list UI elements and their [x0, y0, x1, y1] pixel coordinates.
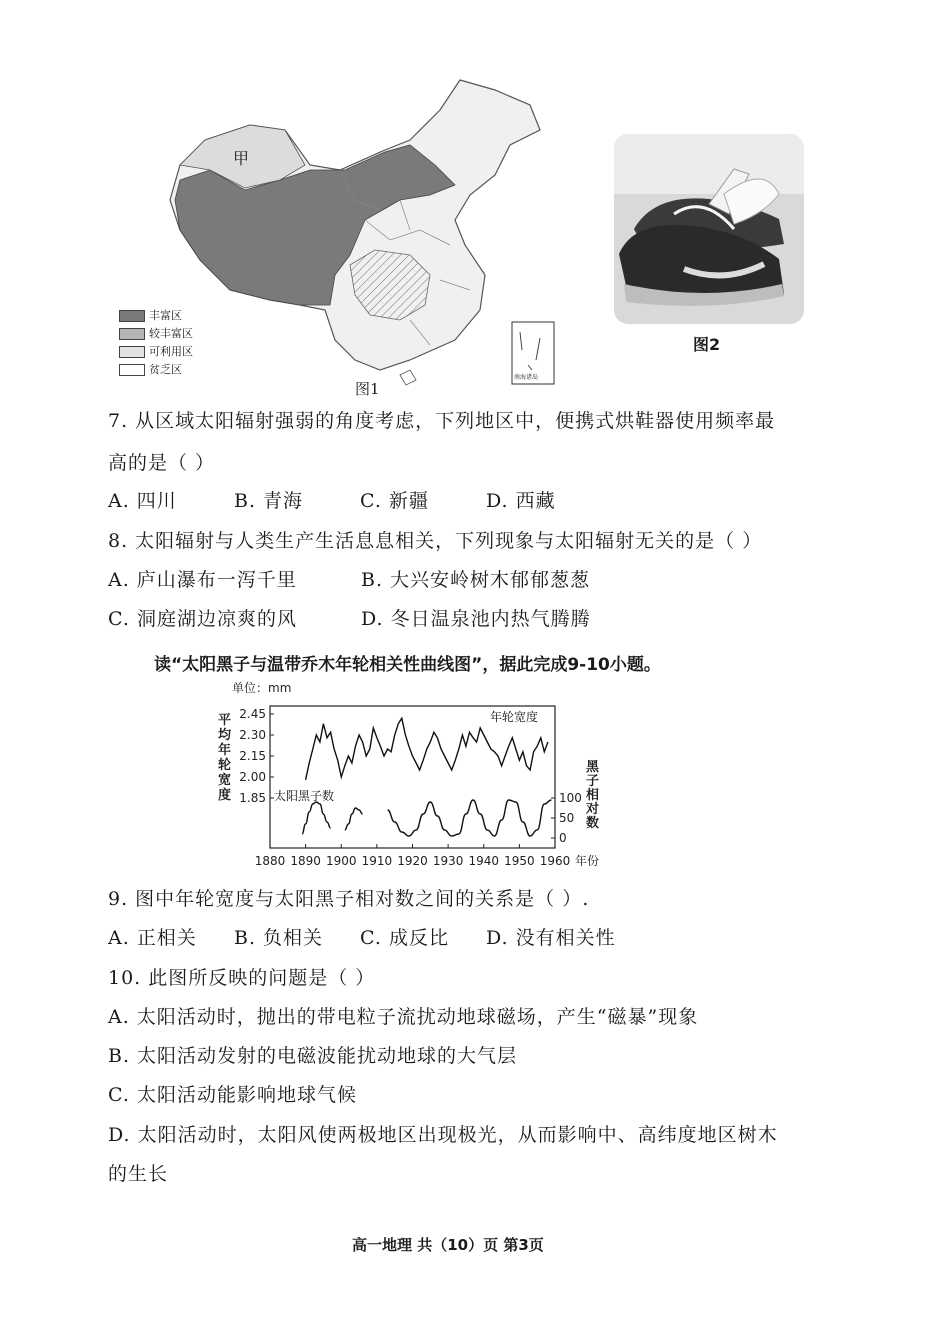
legend-item-usable — [119, 345, 193, 359]
inset-label: 南海诸岛 — [514, 374, 539, 381]
series-sunspot-segment-2 — [388, 800, 552, 836]
q9-option-c[interactable]: C. 成反比 — [360, 927, 449, 949]
x-tick-label: 1880 — [254, 854, 286, 868]
series-sunspot-segment-1 — [345, 808, 363, 830]
ylabel-right-char: 子 — [586, 774, 600, 789]
legend-label: 较丰富区 — [149, 327, 193, 340]
x-tick-label: 1960 — [539, 854, 571, 868]
q7-option-b[interactable]: B. 青海 — [234, 490, 304, 512]
x-axis-label: 年份 — [575, 854, 600, 868]
ylabel-left-char: 轮 — [218, 758, 232, 773]
q8-options-row1 — [108, 567, 808, 593]
q7-option-c[interactable]: C. 新疆 — [360, 490, 429, 512]
q7-option-a[interactable]: A. 四川 — [108, 490, 177, 512]
y-right-tick-label: 100 — [559, 791, 582, 805]
y-right-tick-label: 50 — [559, 811, 575, 825]
y-left-tick-label: 2.15 — [239, 749, 266, 763]
ylabel-left-char: 均 — [218, 728, 232, 743]
unit-label: 单位：mm — [232, 681, 292, 695]
q8-options-row2 — [108, 606, 808, 632]
ylabel-right-char: 数 — [586, 816, 600, 831]
plot-frame — [270, 706, 555, 848]
q8-stem: 8. 太阳辐射与人类生产生活息息相关，下列现象与太阳辐射无关的是（ ） — [108, 530, 763, 552]
ylabel-right-char: 相 — [586, 788, 600, 803]
y-left-tick-label: 2.00 — [239, 770, 266, 784]
x-tick-label: 1920 — [397, 854, 428, 868]
x-tick-label: 1930 — [432, 854, 464, 868]
q10-option-a[interactable]: A. 太阳活动时，抛出的带电粒子流扰动地球磁场，产生“磁暴”现象 — [108, 1006, 699, 1028]
q7-stem-line2: 高的是（ ） — [108, 452, 216, 474]
legend-label: 丰富区 — [149, 309, 182, 322]
legend-swatch — [119, 310, 145, 322]
q8-option-b[interactable]: B. 大兴安岭树木郁郁葱葱 — [361, 569, 591, 591]
q8-option-d[interactable]: D. 冬日温泉池内热气腾腾 — [361, 608, 591, 630]
q8-option-a[interactable]: A. 庐山瀑布一泻千里 — [108, 569, 297, 591]
page-footer: 高一地理 共（10）页 第3页 — [352, 1236, 544, 1254]
x-tick-label: 1940 — [468, 854, 500, 868]
ylabel-right-char: 对 — [586, 802, 600, 817]
legend-item-rich — [119, 309, 182, 323]
legend-item-fairly-rich — [119, 327, 193, 341]
q10-option-b[interactable]: B. 太阳活动发射的电磁波能扰动地球的大气层 — [108, 1045, 518, 1067]
q7-stem-line1: 7. 从区域太阳辐射强弱的角度考虑，下列地区中，便携式烘鞋器使用频率最 — [108, 410, 776, 432]
figure1-caption: 图1 — [355, 380, 380, 398]
series-tree-ring-width-line — [306, 718, 548, 780]
legend-swatch — [119, 364, 145, 376]
ylabel-left-char: 年 — [218, 743, 232, 758]
x-tick-label: 1950 — [504, 854, 535, 868]
q10-option-d-line2[interactable]: 的生长 — [108, 1163, 169, 1185]
series-sunspot-segment-0 — [302, 802, 331, 834]
q9-option-d[interactable]: D. 没有相关性 — [486, 927, 616, 949]
ylabel-left-char: 平 — [218, 713, 232, 728]
sunspot-tree-ring-chart — [210, 676, 650, 876]
series-label-sunspot: 太阳黑子数 — [274, 789, 335, 803]
legend-swatch — [119, 328, 145, 340]
q9-option-b[interactable]: B. 负相关 — [234, 927, 324, 949]
q7-options — [108, 488, 708, 514]
series-label-tree-ring: 年轮宽度 — [490, 710, 539, 724]
q9-option-a[interactable]: A. 正相关 — [108, 927, 197, 949]
passage-intro: 读“太阳黑子与温带乔木年轮相关性曲线图”，据此完成9-10小题。 — [154, 655, 661, 675]
legend-label: 可利用区 — [149, 345, 193, 358]
ylabel-left-char: 度 — [218, 788, 232, 803]
x-tick-label: 1910 — [361, 854, 393, 868]
q10-stem: 10. 此图所反映的问题是（ ） — [108, 967, 376, 989]
q7-option-d[interactable]: D. 西藏 — [486, 490, 556, 512]
y-left-tick-label: 2.45 — [239, 707, 266, 721]
y-left-tick-label: 2.30 — [239, 728, 266, 742]
figure2-caption: 图2 — [693, 335, 721, 354]
chart-svg — [210, 676, 650, 876]
legend-item-poor — [119, 363, 182, 377]
legend-label: 贫乏区 — [149, 363, 182, 376]
figure2-photo — [614, 134, 804, 324]
ylabel-right-char: 黑 — [586, 760, 600, 775]
legend-swatch — [119, 346, 145, 358]
q9-stem: 9. 图中年轮宽度与太阳黑子相对数之间的关系是（ ）. — [108, 888, 590, 910]
region-label-jia: 甲 — [233, 149, 250, 168]
ylabel-left-char: 宽 — [218, 773, 232, 788]
sneaker-dryer-image — [614, 134, 804, 324]
q10-option-d-line1[interactable]: D. 太阳活动时，太阳风使两极地区出现极光，从而影响中、高纬度地区树木 — [108, 1124, 778, 1146]
x-tick-label: 1900 — [325, 854, 357, 868]
y-right-tick-label: 0 — [559, 831, 567, 845]
x-tick-label: 1890 — [290, 854, 321, 868]
q10-option-c[interactable]: C. 太阳活动能影响地球气候 — [108, 1084, 357, 1106]
q8-option-c[interactable]: C. 洞庭湖边凉爽的风 — [108, 608, 297, 630]
q9-options — [108, 925, 708, 951]
y-left-tick-label: 1.85 — [239, 791, 266, 805]
